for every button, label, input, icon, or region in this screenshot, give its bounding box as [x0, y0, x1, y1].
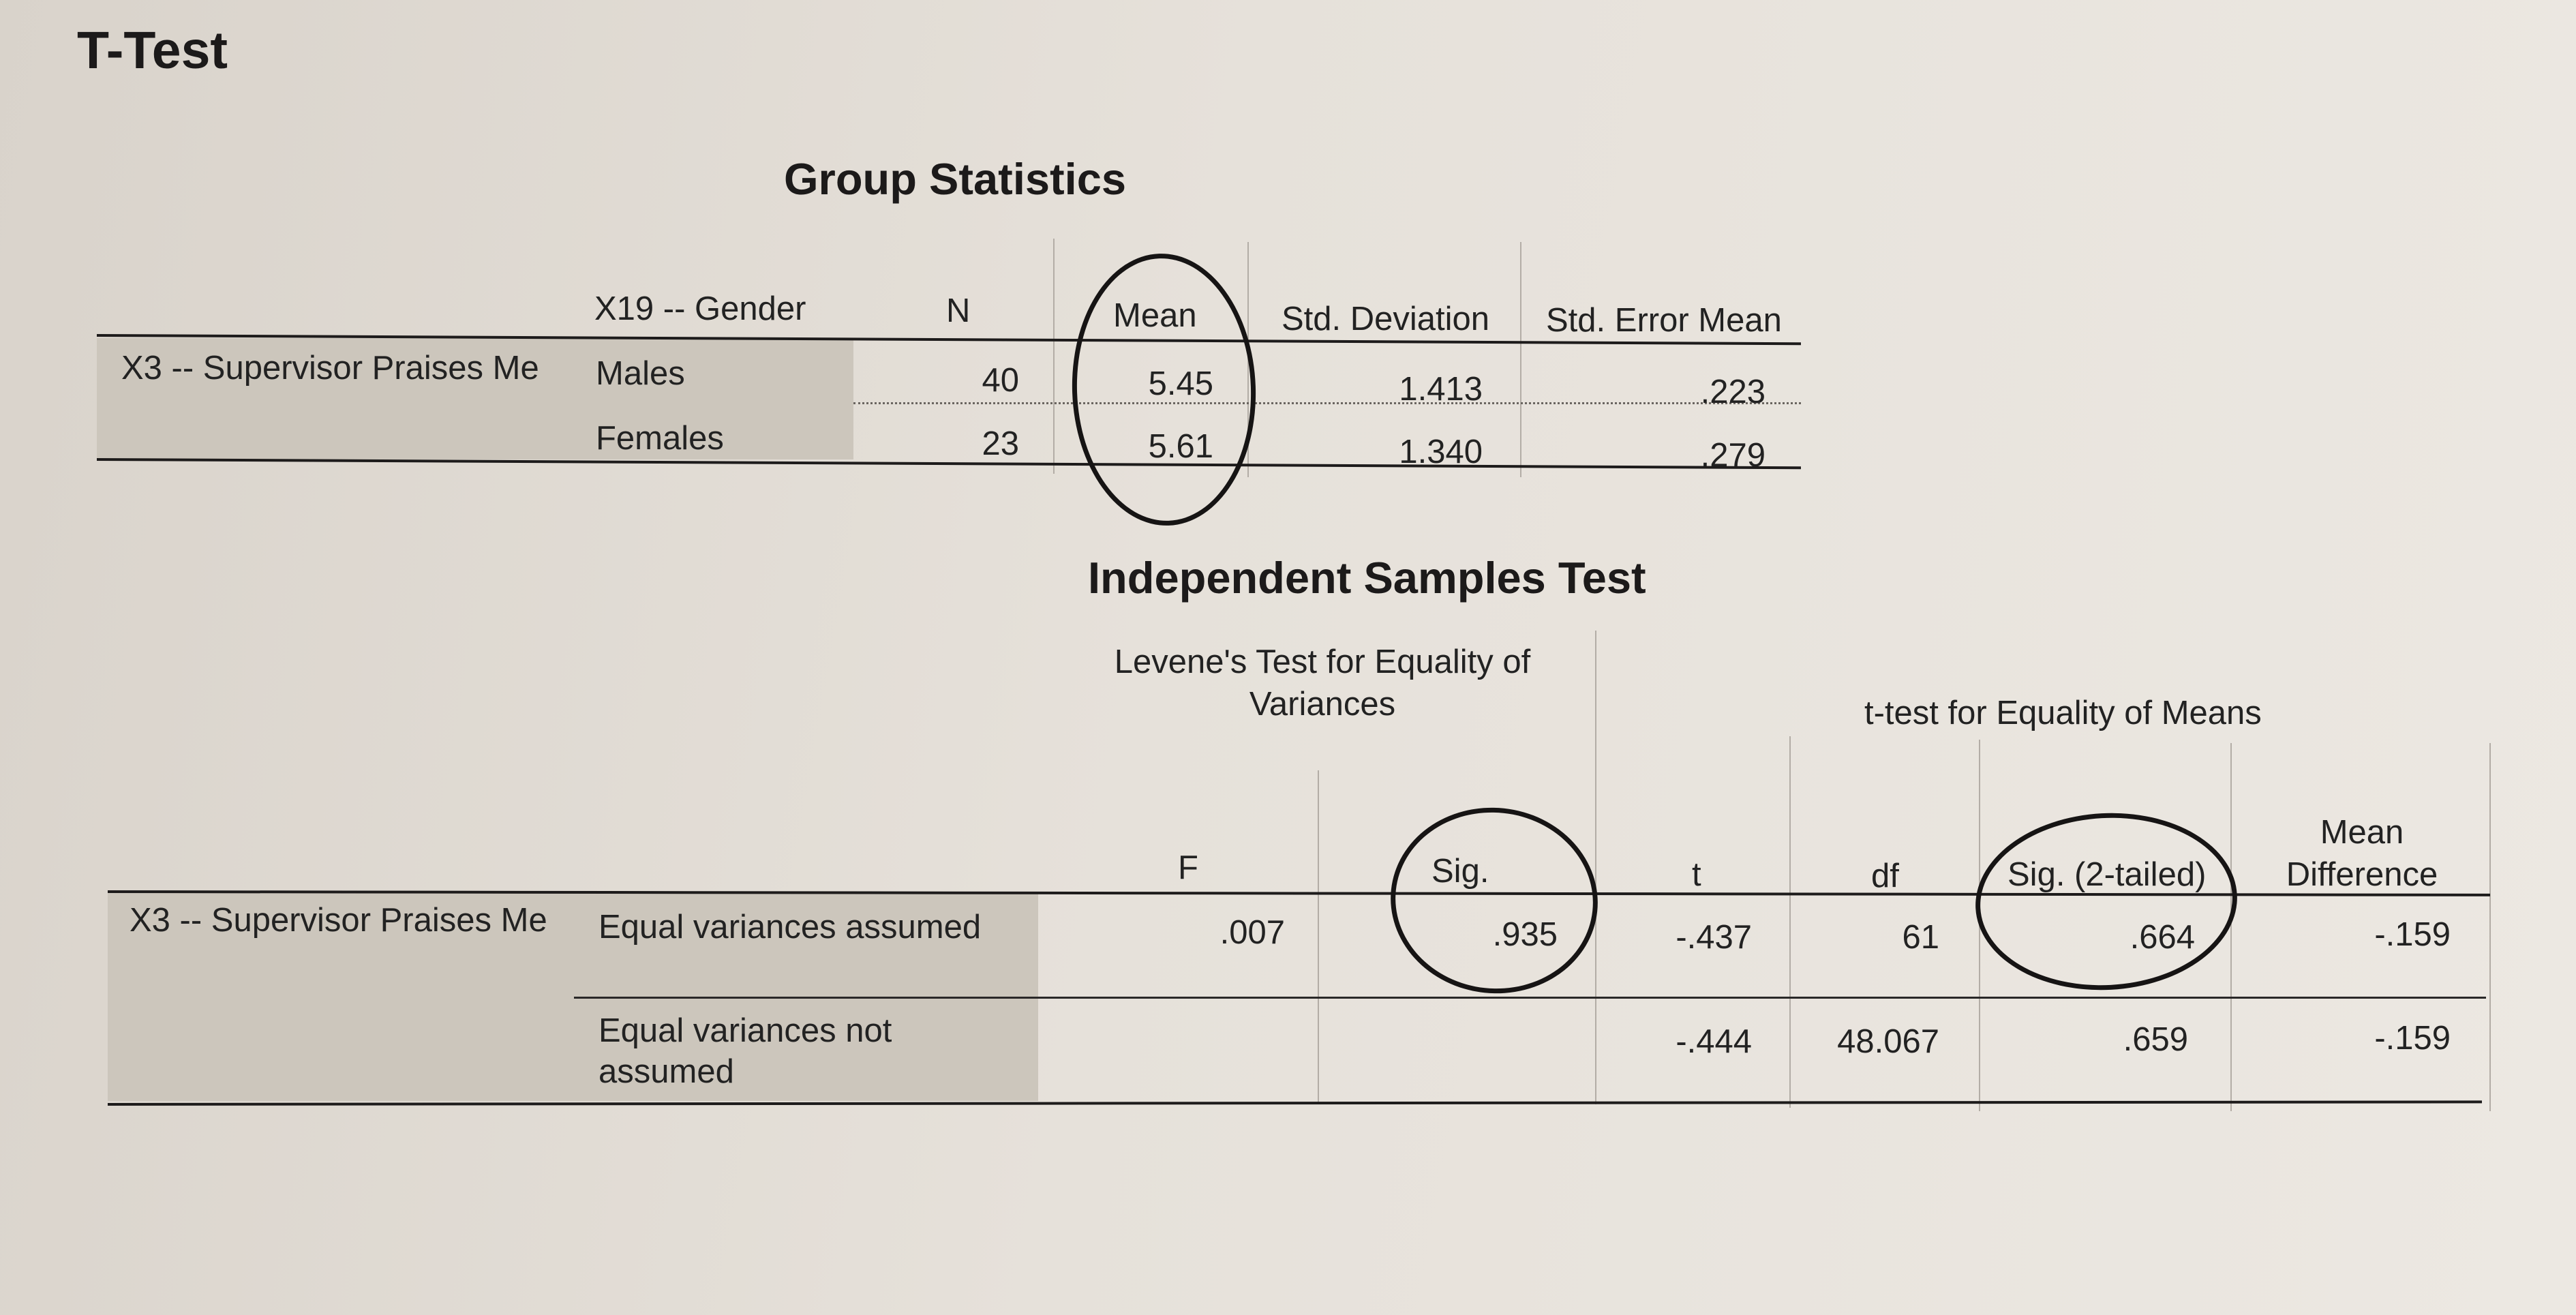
df-value: 61	[1902, 919, 1939, 956]
header-f: F	[1178, 849, 1198, 886]
sig-2-tailed-circle-annotation	[1971, 806, 2241, 997]
header-n: N	[946, 292, 971, 329]
mean-difference-value: -.159	[2374, 916, 2451, 953]
df-value: 48.067	[1837, 1023, 1939, 1060]
header-gender: X19 -- Gender	[594, 290, 806, 327]
std-deviation-value: 1.413	[1399, 371, 1483, 408]
std-error-value: .223	[1700, 374, 1766, 410]
column-divider	[2230, 743, 2232, 1111]
header-sig-2-tailed: Sig. (2-tailed)	[2007, 856, 2207, 893]
column-divider	[2489, 743, 2491, 1111]
levene-test-header: Levene's Test for Equality of Variances	[1114, 644, 1531, 723]
std-error-value: .279	[1700, 437, 1766, 474]
column-divider	[1318, 770, 1319, 1104]
mean-value: 5.45	[1148, 365, 1213, 402]
n-value: 40	[982, 362, 1019, 399]
group-label: Males	[596, 355, 685, 392]
page-title: T-Test	[77, 21, 228, 80]
mean-value: 5.61	[1148, 428, 1213, 465]
header-sig: Sig.	[1431, 853, 1489, 890]
t-test-header: t-test for Equality of Means	[1864, 695, 2262, 731]
column-divider	[1053, 239, 1055, 474]
row-label: Equal variances assumed	[598, 909, 982, 946]
header-std-deviation: Std. Deviation	[1282, 301, 1490, 337]
header-mean-difference: Mean Difference	[2286, 814, 2438, 893]
sig-2-tailed-value: .659	[2123, 1021, 2188, 1058]
sig-2-tailed-value: .664	[2130, 919, 2195, 956]
sig-value: .935	[1492, 916, 1558, 953]
column-divider	[1595, 631, 1596, 1104]
t-value: -.437	[1676, 919, 1752, 956]
mean-circle-annotation	[1067, 250, 1260, 528]
variable-label: X3 -- Supervisor Praises Me	[130, 902, 547, 939]
header-mean: Mean	[1113, 297, 1197, 334]
std-deviation-value: 1.340	[1399, 434, 1483, 470]
row-label: Equal variances not assumed	[598, 1012, 892, 1090]
f-value: .007	[1219, 914, 1285, 951]
bottom-rule	[108, 1100, 2482, 1106]
sig-circle-annotation	[1382, 798, 1607, 1003]
header-df: df	[1871, 858, 1899, 894]
t-value: -.444	[1676, 1023, 1752, 1060]
mean-difference-value: -.159	[2374, 1020, 2451, 1057]
column-divider	[1789, 736, 1791, 1108]
independent-samples-test-title: Independent Samples Test	[1088, 553, 1646, 603]
variable-label: X3 -- Supervisor Praises Me	[121, 350, 539, 387]
column-divider	[1520, 242, 1521, 477]
group-statistics-title: Group Statistics	[784, 154, 1127, 204]
header-std-error-mean: Std. Error Mean	[1546, 302, 1782, 339]
row-separator	[574, 997, 2486, 999]
header-t: t	[1692, 856, 1701, 893]
n-value: 23	[982, 425, 1019, 462]
group-label: Females	[596, 420, 724, 457]
